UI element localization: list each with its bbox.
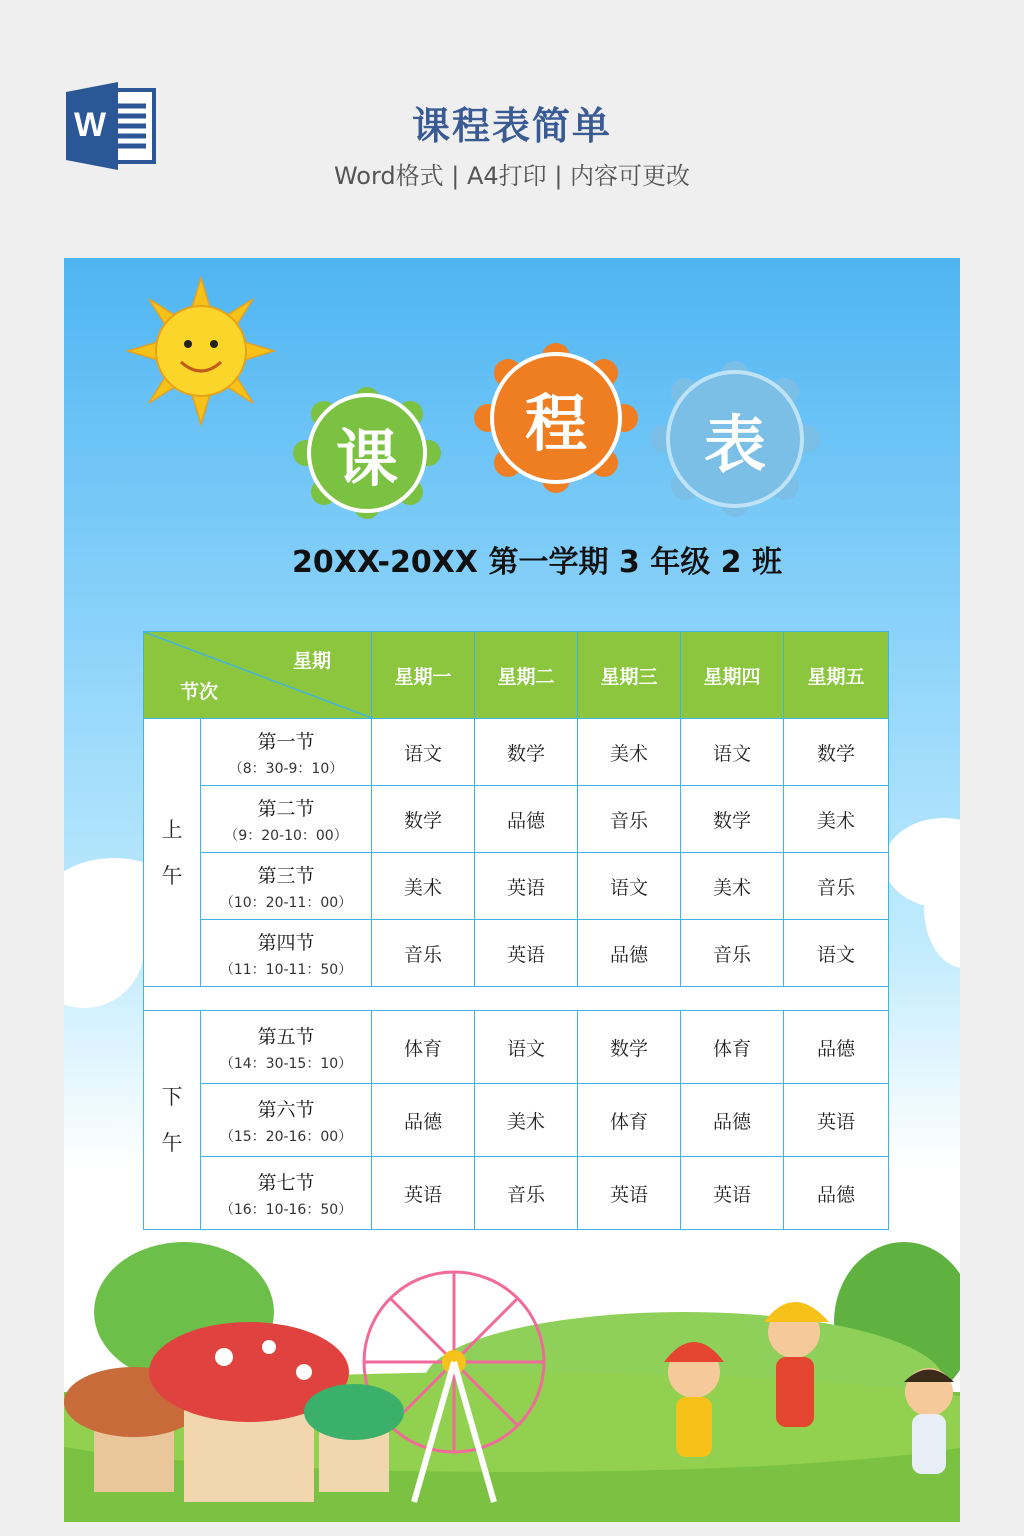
subject-cell: 数学 — [372, 786, 475, 853]
half-day-label: 午 — [161, 863, 183, 888]
subject-cell: 品德 — [784, 1011, 889, 1084]
subject-cell: 英语 — [372, 1157, 475, 1230]
title-char-3: 表 — [703, 407, 766, 481]
subject-cell: 音乐 — [372, 920, 475, 987]
table-row — [144, 719, 889, 786]
header-row — [144, 632, 889, 719]
subject-cell: 数学 — [784, 719, 889, 786]
subject-cell: 音乐 — [784, 853, 889, 920]
subject-cell: 音乐 — [578, 786, 681, 853]
subject-cell: 品德 — [784, 1157, 889, 1230]
subject-cell: 美术 — [784, 786, 889, 853]
morning-rows — [144, 719, 889, 987]
half-day-label: 上 — [161, 817, 183, 842]
word-icon-letter: W — [73, 106, 107, 144]
semester-class-subtitle: 20XX-20XX 第一学期 3 年级 2 班 — [292, 545, 782, 580]
day-header: 星期四 — [681, 632, 784, 719]
page-title: 课程表简单 — [411, 104, 612, 148]
subject-cell: 品德 — [475, 786, 578, 853]
day-header: 星期一 — [372, 632, 475, 719]
page-subtitle: Word格式 | A4打印 | 内容可更改 — [333, 162, 691, 190]
half-day-label: 下 — [161, 1085, 183, 1109]
subject-cell: 英语 — [578, 1157, 681, 1230]
period-name: 第四节 — [257, 931, 315, 954]
break-row — [144, 987, 889, 1011]
afternoon-label-cell — [144, 1011, 201, 1230]
period-name: 第二节 — [257, 797, 315, 820]
table-row — [144, 1084, 889, 1157]
period-time: （10：20-11：00） — [219, 894, 353, 911]
period-name: 第五节 — [257, 1025, 315, 1048]
subject-cell: 语文 — [578, 853, 681, 920]
corner-cell — [144, 632, 372, 719]
period-cell — [201, 719, 372, 786]
subject-cell: 英语 — [475, 853, 578, 920]
subject-cell: 品德 — [681, 1084, 784, 1157]
subject-cell: 品德 — [578, 920, 681, 987]
period-time: （9：20-10：00） — [224, 827, 348, 844]
subject-cell: 数学 — [475, 719, 578, 786]
title-char-2: 程 — [524, 386, 587, 460]
period-time: （11：10-11：50） — [219, 961, 353, 978]
subject-cell: 体育 — [578, 1084, 681, 1157]
table-row — [144, 786, 889, 853]
corner-label-weekday: 星期 — [292, 650, 331, 672]
subject-cell: 体育 — [372, 1011, 475, 1084]
morning-label-cell — [144, 719, 201, 987]
subject-cell: 数学 — [578, 1011, 681, 1084]
period-cell — [201, 1157, 372, 1230]
period-time: （16：10-16：50） — [219, 1201, 353, 1218]
day-header: 星期五 — [784, 632, 889, 719]
subject-cell: 美术 — [681, 853, 784, 920]
period-cell — [201, 853, 372, 920]
subject-cell: 美术 — [475, 1084, 578, 1157]
subject-cell: 语文 — [784, 920, 889, 987]
subject-cell: 英语 — [784, 1084, 889, 1157]
subject-cell: 语文 — [681, 719, 784, 786]
table-row — [144, 1157, 889, 1230]
subject-cell: 音乐 — [475, 1157, 578, 1230]
period-name: 第六节 — [257, 1098, 315, 1121]
period-cell — [201, 1011, 372, 1084]
subject-cell: 语文 — [372, 719, 475, 786]
subject-cell: 体育 — [681, 1011, 784, 1084]
table-row — [144, 1011, 889, 1084]
period-name: 第三节 — [257, 864, 315, 887]
title-flower-orange — [474, 343, 638, 493]
subject-cell: 数学 — [681, 786, 784, 853]
day-header: 星期二 — [475, 632, 578, 719]
period-time: （8：30-9：10） — [228, 760, 344, 777]
afternoon-rows — [144, 1011, 889, 1230]
title-flower-blue — [650, 361, 820, 517]
day-header: 星期三 — [578, 632, 681, 719]
period-cell — [201, 920, 372, 987]
half-day-label: 午 — [161, 1131, 183, 1155]
subject-cell: 英语 — [475, 920, 578, 987]
table-row — [144, 920, 889, 987]
period-name: 第一节 — [257, 730, 315, 753]
subject-cell: 音乐 — [681, 920, 784, 987]
corner-label-period: 节次 — [180, 681, 219, 703]
subject-cell: 英语 — [681, 1157, 784, 1230]
subject-cell: 语文 — [475, 1011, 578, 1084]
title-flower-green — [292, 386, 442, 520]
period-name: 第七节 — [257, 1171, 315, 1194]
schedule-table — [143, 631, 889, 1230]
playground-scene — [64, 1222, 960, 1522]
title-char-1: 课 — [335, 421, 398, 495]
table-row — [144, 853, 889, 920]
subject-cell: 美术 — [578, 719, 681, 786]
subject-cell: 品德 — [372, 1084, 475, 1157]
period-cell — [201, 786, 372, 853]
period-time: （14：30-15：10） — [219, 1055, 353, 1072]
period-time: （15：20-16：00） — [219, 1128, 353, 1145]
period-cell — [201, 1084, 372, 1157]
corner-diagonal — [144, 632, 372, 718]
sun-illustration — [126, 276, 276, 426]
subject-cell: 美术 — [372, 853, 475, 920]
